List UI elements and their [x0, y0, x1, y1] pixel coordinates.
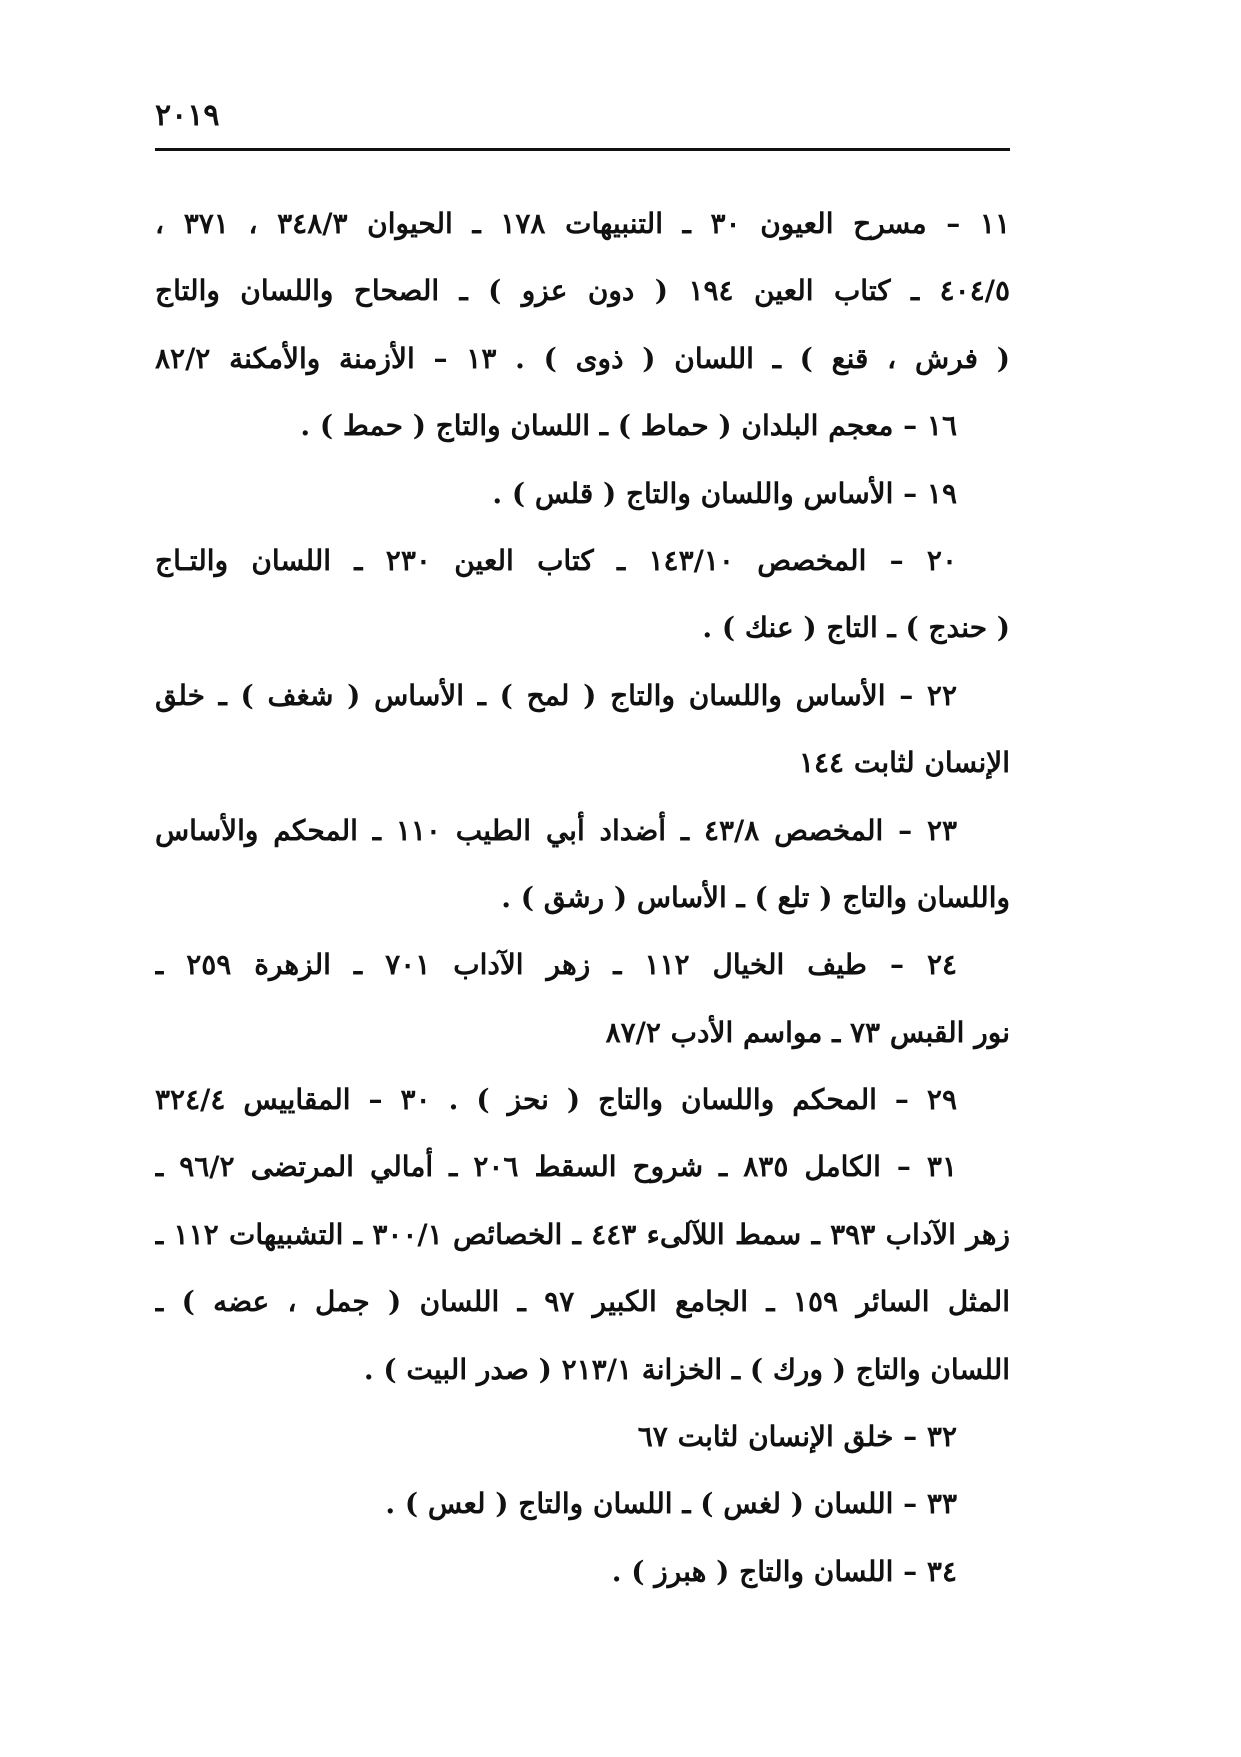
text-line: ٤٠٤/٥ ـ كتاب العين ١٩٤ ( دون عزو ) ـ الصحاح واللسان والتاج	[155, 274, 1010, 308]
text-line: ٣١ – الكامل ٨٣٥ ـ شروح السقط ٢٠٦ ـ أمالي المرتضى ٩٦/٢ ـ	[155, 1150, 957, 1184]
text-line: الإنسان لثابت ١٤٤	[798, 746, 1010, 780]
text-line: ٣٢ – خلق الإنسان لثابت ٦٧	[637, 1420, 957, 1454]
text-line: ٢٣ – المخصص ٤٣/٨ ـ أضداد أبي الطيب ١١٠ ـ المحكم والأساس	[155, 813, 958, 847]
text-line: ( فرش ، قنع ) ـ اللسان ( ذوى ) . ١٣ – الأزمنة والأمكنة ٨٢/٢	[155, 341, 1010, 375]
page-number: ٢٠١٩	[155, 98, 220, 133]
text-line: ٢٢ – الأساس واللسان والتاج ( لمح ) ـ الأساس ( شغف ) ـ خلق	[155, 678, 957, 712]
text-line: نور القبس ٧٣ ـ مواسم الأدب ٨٧/٢	[605, 1015, 1010, 1049]
text-line: ١٩ – الأساس واللسان والتاج ( قلس ) .	[492, 476, 957, 510]
text-line: زهر الآداب ٣٩٣ ـ سمط اللآلىء ٤٤٣ ـ الخصائص ٣٠٠/١ ـ التشبيهات ١١٢ ـ	[155, 1217, 1010, 1251]
text-line: اللسان والتاج ( ورك ) ـ الخزانة ٢١٣/١ ( صدر البيت ) .	[363, 1352, 1010, 1386]
header-rule	[155, 148, 1010, 151]
text-line: المثل السائر ١٥٩ ـ الجامع الكبير ٩٧ ـ اللسان ( جمل ، عضه ) ـ	[155, 1285, 1010, 1319]
references-text	[155, 190, 1010, 1605]
text-line: ٣٣ – اللسان ( لغس ) ـ اللسان والتاج ( لعس ) .	[385, 1487, 957, 1521]
text-line: ٣٤ – اللسان والتاج ( هبرز ) .	[611, 1554, 957, 1588]
text-line: ٢٤ – طيف الخيال ١١٢ ـ زهر الآداب ٧٠١ ـ الزهرة ٢٥٩ ـ	[155, 948, 958, 982]
text-line: ١١ – مسرح العيون ٣٠ ـ التنبيهات ١٧٨ ـ الحيوان ٣٤٨/٣ ، ٣٧١ ،	[155, 207, 1010, 240]
text-line: ٢٠ – المخصص ١٤٣/١٠ ـ كتاب العين ٢٣٠ ـ اللسان والتـاج	[155, 543, 957, 577]
text-line: ( حندج ) ـ التاج ( عنك ) .	[702, 611, 1010, 645]
text-line: ١٦ – معجم البلدان ( حماط ) ـ اللسان والتاج ( حمط ) .	[300, 409, 957, 443]
text-line: واللسان والتاج ( تلع ) ـ الأساس ( رشق ) .	[501, 880, 1010, 914]
text-line: ٢٩ – المحكم واللسان والتاج ( نحز ) . ٣٠ – المقاييس ٣٢٤/٤	[155, 1083, 957, 1117]
